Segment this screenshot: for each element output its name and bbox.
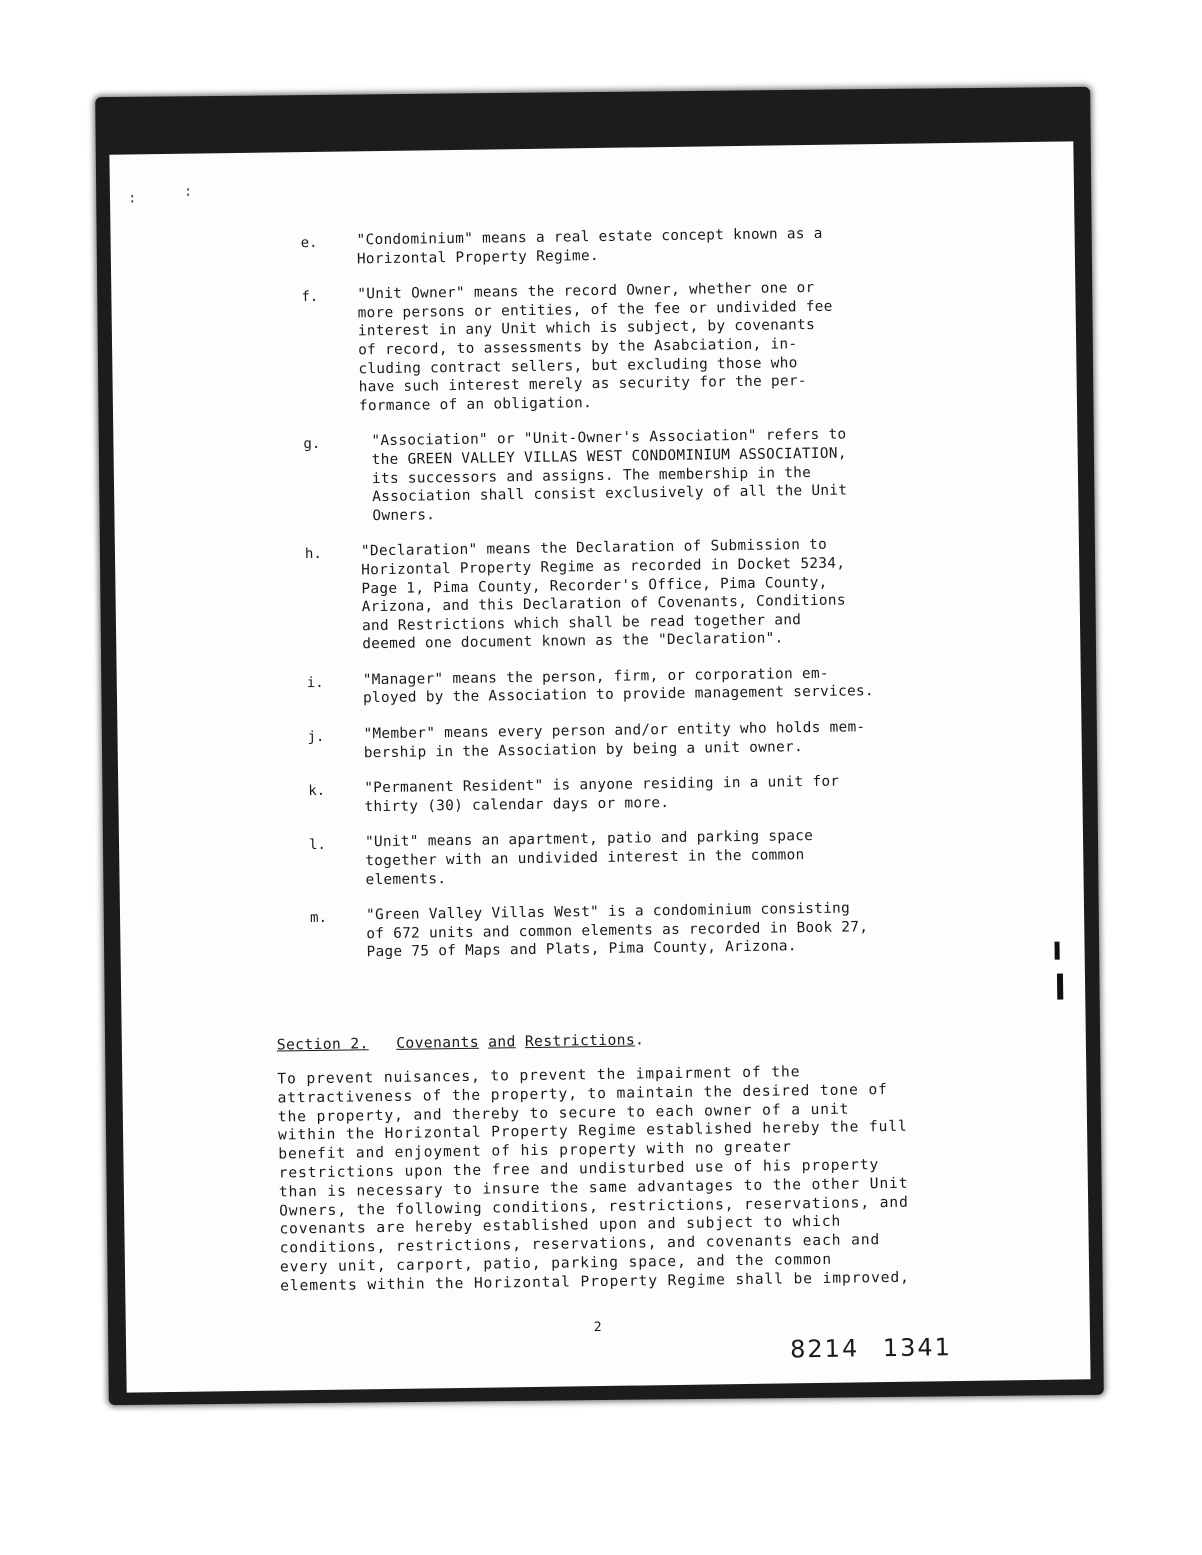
- section-heading: [277, 1031, 645, 1053]
- definition-item: [307, 716, 1027, 763]
- definition-item: [308, 770, 1028, 817]
- section-number: Section 2.: [276, 1035, 369, 1054]
- definition-letter: l.: [308, 837, 327, 854]
- definition-item: [301, 222, 1021, 269]
- section-body-paragraph: To prevent nuisances, to prevent the impairment of the attractiveness of the property, to maintain the desired tone of the property, and thereby to secure to each owner of a unit within the Horizontal Property Regime established hereby the full benefit and enjoyment of his property with no greater restrictions upon the free and undisturbed use of his property than is necessary to insure the same advantages to the other Unit Owners, the following conditions, restrictions, reservations, and covenants are hereby established upon and subject to which conditions, restrictions, reservations, and covenants each and every unit, carport, patio, parking space, and the common elements within the Horizontal Property Regime shall be improved,: [277, 1063, 910, 1295]
- definition-text: "Association" or "Unit-Owner's Association" refers to the GREEN VALLEY VILLAS WEST CONDOMINIUM ASSOCIATION, its successors and assigns. The membership in the Association shall consist exclusively of all the Unit Owners.: [371, 426, 848, 524]
- section-title-and: and: [488, 1033, 516, 1051]
- definition-text: "Unit Owner" means the record Owner, whether one or more persons or entities, of the fee or undivided fee interest in any Unit which is subject, by covenants of record, to assessments by the Asabciation, in- cluding contract sellers, but excluding those who have such interest merely as security for the per- formance of an obligation.: [357, 280, 833, 415]
- docket-stamp: 8214 1341: [789, 1333, 953, 1364]
- section-title-end: .: [634, 1031, 645, 1049]
- definition-item: [303, 423, 1024, 526]
- definition-letter: f.: [301, 289, 319, 306]
- definition-text: "Member" means every person and/or entity who holds mem- bership in the Association by being a unit owner.: [363, 719, 866, 761]
- definition-item: [305, 533, 1026, 655]
- definition-item: [301, 276, 1023, 416]
- page-number: 2: [593, 1320, 602, 1336]
- definition-letter: g.: [303, 436, 321, 453]
- definition-text: "Declaration" means the Declaration of Submission to Horizontal Property Regime as recorded in Docket 5234, Page 1, Pima County, Recorder's Office, Pima County, Arizona, and this Declaration of Covenants, Conditions and Restrictions which shall be read together and deemed one document known as the "Declaration".: [360, 537, 846, 653]
- section-title-part: Covenants: [396, 1033, 480, 1052]
- definitions-list: [301, 222, 1031, 980]
- section-title-part: Restrictions: [524, 1031, 636, 1051]
- definition-letter: j.: [307, 728, 325, 746]
- definition-text: "Permanent Resident" is anyone residing in a unit for thirty (30) calendar days or more.: [364, 773, 840, 816]
- scan-speck: :: [127, 190, 137, 207]
- scan-mark: [1054, 942, 1059, 960]
- definition-item: [310, 897, 1031, 963]
- definition-text: "Unit" means an apartment, patio and parking space together with an undivided interest in the common elements.: [364, 828, 814, 888]
- definition-item: [307, 662, 1027, 709]
- definition-letter: m.: [309, 910, 328, 927]
- scan-mark: [1057, 974, 1063, 1000]
- definition-text: "Manager" means the person, firm, or corporation em- ployed by the Association to provide management services.: [362, 665, 875, 707]
- definition-item: [309, 824, 1030, 890]
- definition-letter: e.: [300, 234, 318, 252]
- definition-letter: h.: [304, 546, 322, 563]
- document-page: [109, 141, 1090, 1392]
- definition-letter: i.: [306, 674, 324, 691]
- definition-text: "Green Valley Villas West" is a condominium consisting of 672 units and common elements as recorded in Book 27, Page 75 of Maps and Plats, Pima County, Arizona.: [365, 900, 869, 961]
- definition-letter: k.: [308, 783, 326, 800]
- scan-speck: :: [183, 183, 193, 200]
- definition-text: "Condominium" means a real estate concept known as a Horizontal Property Regime.: [356, 225, 823, 267]
